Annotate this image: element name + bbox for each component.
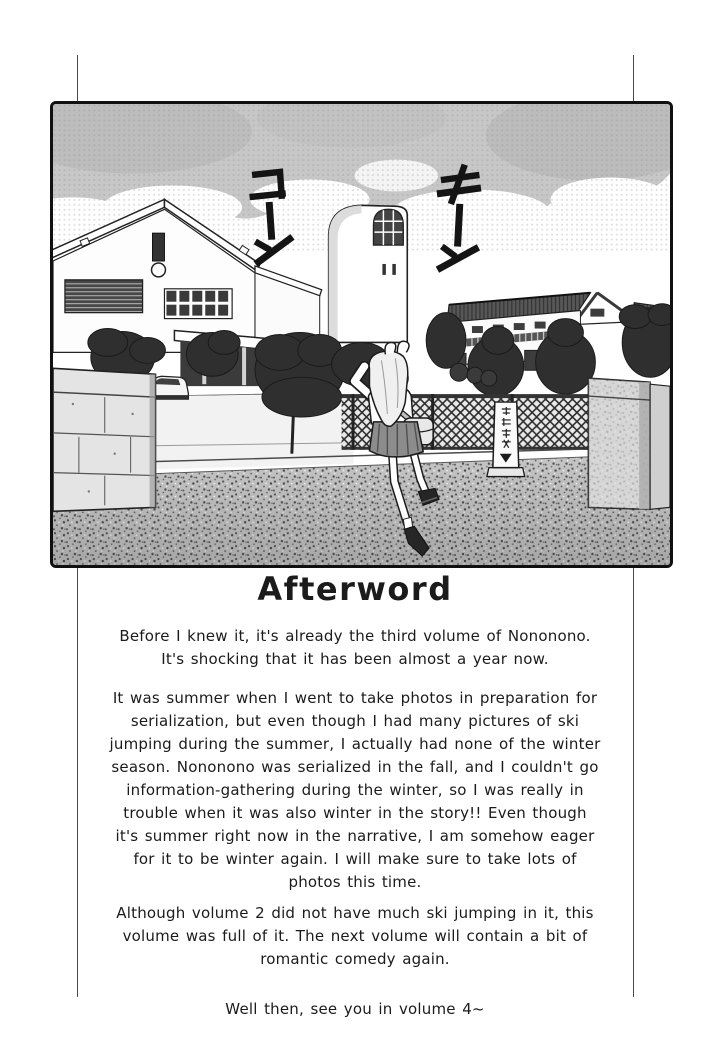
school-tower (329, 205, 408, 342)
closing-line: Well then, see you in volume 4~ (225, 1000, 485, 1018)
paragraph-2 (77, 687, 633, 894)
arched-window (373, 209, 403, 245)
hair-loop-right (397, 341, 409, 352)
text-line: Although volume 2 did not have much ski jumping in it, this (116, 904, 594, 922)
window-row (164, 289, 232, 319)
gate-wall-left (53, 368, 156, 511)
text-line: volume was full of it. The next volume will contain a bit of (122, 927, 588, 945)
text-line: Before I knew it, it's already the third volume of Nononono. (119, 627, 591, 645)
text-line: jumping during the summer, I actually had none of the winter (109, 735, 601, 753)
paragraph-1 (77, 625, 633, 671)
paragraph-3 (77, 902, 633, 971)
text-line: It's shocking that it has been almost a year now. (161, 650, 549, 668)
round-window (152, 263, 166, 277)
text-line: serialization, but even though I had many pictures of ski (130, 712, 580, 730)
afterword-title: Afterword (257, 570, 453, 608)
trim-mark-bottom-right (633, 567, 634, 997)
afterword-section (77, 570, 633, 1021)
gate-pillar-right (588, 378, 670, 509)
gable-window (153, 233, 165, 261)
text-line: for it to be winter again. I will make sure to take lots of (133, 850, 577, 868)
school-illustration-panel (50, 101, 673, 568)
slatted-window (65, 280, 143, 313)
trim-mark-top-right (633, 55, 634, 104)
trim-mark-top-left (77, 55, 78, 101)
school-scene-drawing (53, 104, 670, 565)
text-line: it's summer right now in the narrative, I am somehow eager (115, 827, 595, 845)
text-line: romantic comedy again. (260, 950, 450, 968)
text-line: season. Nononono was serialized in the fall, and I couldn't go (111, 758, 599, 776)
text-line: photos this time. (288, 873, 422, 891)
text-line: trouble when it was also winter in the story!! Even though (123, 804, 587, 822)
text-line: It was summer when I went to take photos in preparation for (112, 689, 598, 707)
text-line: information-gathering during the winter, so I was really in (126, 781, 584, 799)
